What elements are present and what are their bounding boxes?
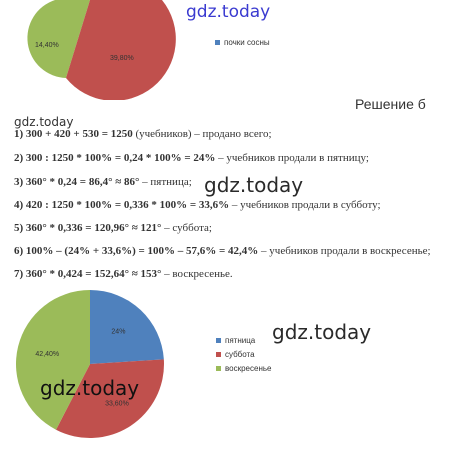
step-5: 5) 360° * 0,336 = 120,96° ≈ 121° – суббота; (14, 222, 212, 234)
legend-swatch-0 (216, 338, 221, 343)
watermark-middle: gdz.today (204, 173, 304, 197)
top-slice-label-1: 39,80% (110, 55, 134, 62)
step-3: 3) 360° * 0,24 = 86,4° ≈ 86° – пятница; (14, 176, 192, 188)
step-7: 7) 360° * 0,424 = 152,64° ≈ 153° – воскресенье. (14, 268, 233, 280)
pie-label-0: 24% (111, 328, 126, 336)
solution-heading: Решение б (355, 96, 426, 112)
pie-label-1: 33,60% (105, 400, 129, 408)
legend-item-2: воскресенье (216, 364, 272, 373)
watermark-top: gdz.today (186, 2, 271, 22)
step-2: 2) 300 : 1250 * 100% = 0,24 * 100% = 24% – учебников продали в пятницу; (14, 152, 369, 164)
legend-swatch-2 (216, 366, 221, 371)
legend-item-0: пятница (216, 336, 272, 345)
top-slice-label-0: 14,40% (35, 42, 59, 49)
legend-swatch-1 (216, 352, 221, 357)
step-6: 6) 100% – (24% + 33,6%) = 100% – 57,6% = 42,4% – учебников продали в воскресенье; (14, 245, 431, 257)
watermark-small: gdz.today (14, 115, 74, 129)
watermark-bottom-left: gdz.today (40, 376, 140, 400)
pie-label-2: 42,40% (35, 351, 60, 359)
watermark-right: gdz.today (272, 320, 372, 344)
step-1: 1) 300 + 420 + 530 = 1250 (учебников) – продано всего; (14, 128, 272, 140)
pie-slice-0 (90, 290, 164, 364)
pie-legend (216, 336, 272, 373)
legend-item-1: суббота (216, 350, 272, 359)
top-legend-item: почки сосны (224, 38, 270, 47)
step-4: 4) 420 : 1250 * 100% = 0,336 * 100% = 33,6% – учебников продали в субботу; (14, 199, 381, 211)
